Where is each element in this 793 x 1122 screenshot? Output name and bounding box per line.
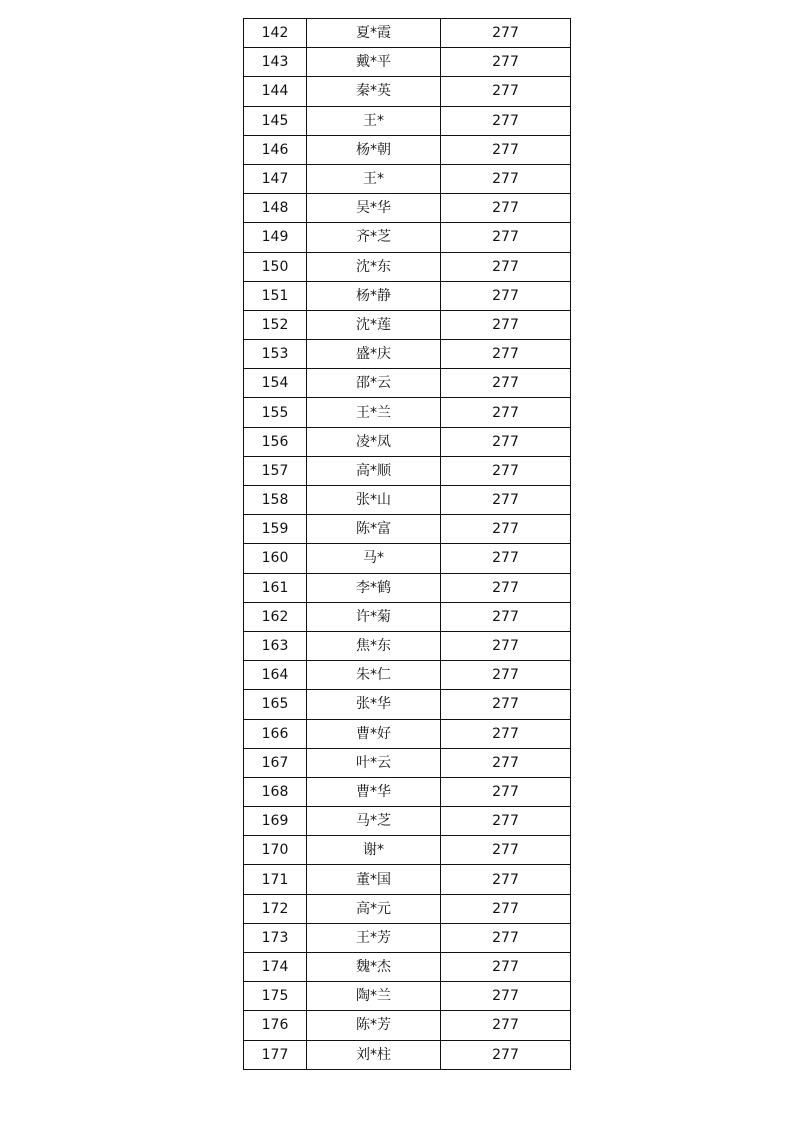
name-cell: 焦*东	[307, 631, 441, 660]
name-cell: 齐*芝	[307, 223, 441, 252]
row-number-cell: 151	[244, 281, 307, 310]
name-cell: 凌*凤	[307, 427, 441, 456]
value-cell: 277	[441, 748, 571, 777]
table-row	[244, 836, 571, 865]
value-cell: 277	[441, 894, 571, 923]
row-number-cell: 161	[244, 573, 307, 602]
table-row	[244, 223, 571, 252]
row-number-cell: 154	[244, 369, 307, 398]
value-cell: 277	[441, 48, 571, 77]
table-row	[244, 515, 571, 544]
row-number-cell: 176	[244, 1011, 307, 1040]
value-cell: 277	[441, 223, 571, 252]
value-cell: 277	[441, 340, 571, 369]
value-cell: 277	[441, 398, 571, 427]
value-cell: 277	[441, 252, 571, 281]
row-number-cell: 164	[244, 661, 307, 690]
row-number-cell: 173	[244, 923, 307, 952]
row-number-cell: 163	[244, 631, 307, 660]
table-row	[244, 573, 571, 602]
table-row	[244, 953, 571, 982]
row-number-cell: 162	[244, 602, 307, 631]
name-cell: 王*芳	[307, 923, 441, 952]
row-number-cell: 142	[244, 19, 307, 48]
row-number-cell: 174	[244, 953, 307, 982]
name-cell: 曹*好	[307, 719, 441, 748]
table-row	[244, 77, 571, 106]
table-row	[244, 602, 571, 631]
roster-table	[243, 18, 571, 1070]
row-number-cell: 171	[244, 865, 307, 894]
name-cell: 戴*平	[307, 48, 441, 77]
value-cell: 277	[441, 953, 571, 982]
table-row	[244, 48, 571, 77]
row-number-cell: 175	[244, 982, 307, 1011]
name-cell: 谢*	[307, 836, 441, 865]
name-cell: 董*国	[307, 865, 441, 894]
row-number-cell: 153	[244, 340, 307, 369]
value-cell: 277	[441, 486, 571, 515]
table-row	[244, 1040, 571, 1069]
table-row	[244, 1011, 571, 1040]
name-cell: 陶*兰	[307, 982, 441, 1011]
row-number-cell: 166	[244, 719, 307, 748]
value-cell: 277	[441, 719, 571, 748]
row-number-cell: 160	[244, 544, 307, 573]
name-cell: 邵*云	[307, 369, 441, 398]
table-row	[244, 194, 571, 223]
table-row	[244, 544, 571, 573]
name-cell: 秦*英	[307, 77, 441, 106]
table-row	[244, 923, 571, 952]
value-cell: 277	[441, 544, 571, 573]
value-cell: 277	[441, 310, 571, 339]
value-cell: 277	[441, 194, 571, 223]
table-row	[244, 252, 571, 281]
value-cell: 277	[441, 515, 571, 544]
name-cell: 魏*杰	[307, 953, 441, 982]
name-cell: 沈*莲	[307, 310, 441, 339]
name-cell: 吴*华	[307, 194, 441, 223]
table-row	[244, 690, 571, 719]
table-row	[244, 310, 571, 339]
row-number-cell: 150	[244, 252, 307, 281]
table-row	[244, 19, 571, 48]
value-cell: 277	[441, 427, 571, 456]
name-cell: 马*	[307, 544, 441, 573]
row-number-cell: 146	[244, 135, 307, 164]
table-row	[244, 340, 571, 369]
table-row	[244, 748, 571, 777]
name-cell: 高*元	[307, 894, 441, 923]
row-number-cell: 152	[244, 310, 307, 339]
name-cell: 张*华	[307, 690, 441, 719]
row-number-cell: 172	[244, 894, 307, 923]
table-row	[244, 865, 571, 894]
value-cell: 277	[441, 106, 571, 135]
name-cell: 朱*仁	[307, 661, 441, 690]
name-cell: 许*菊	[307, 602, 441, 631]
value-cell: 277	[441, 807, 571, 836]
row-number-cell: 170	[244, 836, 307, 865]
row-number-cell: 147	[244, 164, 307, 193]
table-row	[244, 369, 571, 398]
name-cell: 王*	[307, 164, 441, 193]
value-cell: 277	[441, 690, 571, 719]
name-cell: 李*鹤	[307, 573, 441, 602]
name-cell: 盛*庆	[307, 340, 441, 369]
value-cell: 277	[441, 602, 571, 631]
row-number-cell: 177	[244, 1040, 307, 1069]
row-number-cell: 169	[244, 807, 307, 836]
table-row	[244, 631, 571, 660]
name-cell: 陈*富	[307, 515, 441, 544]
table-row	[244, 398, 571, 427]
value-cell: 277	[441, 573, 571, 602]
row-number-cell: 144	[244, 77, 307, 106]
table-row	[244, 661, 571, 690]
row-number-cell: 165	[244, 690, 307, 719]
value-cell: 277	[441, 865, 571, 894]
row-number-cell: 168	[244, 777, 307, 806]
value-cell: 277	[441, 777, 571, 806]
table-row	[244, 982, 571, 1011]
value-cell: 277	[441, 923, 571, 952]
table-row	[244, 427, 571, 456]
row-number-cell: 167	[244, 748, 307, 777]
row-number-cell: 145	[244, 106, 307, 135]
row-number-cell: 158	[244, 486, 307, 515]
table-row	[244, 719, 571, 748]
table-row	[244, 777, 571, 806]
name-cell: 马*芝	[307, 807, 441, 836]
name-cell: 刘*柱	[307, 1040, 441, 1069]
row-number-cell: 155	[244, 398, 307, 427]
value-cell: 277	[441, 281, 571, 310]
table-row	[244, 135, 571, 164]
row-number-cell: 149	[244, 223, 307, 252]
table-row	[244, 164, 571, 193]
table-row	[244, 106, 571, 135]
row-number-cell: 156	[244, 427, 307, 456]
value-cell: 277	[441, 631, 571, 660]
row-number-cell: 143	[244, 48, 307, 77]
name-cell: 高*顺	[307, 456, 441, 485]
value-cell: 277	[441, 77, 571, 106]
table-row	[244, 894, 571, 923]
table-row	[244, 456, 571, 485]
name-cell: 陈*芳	[307, 1011, 441, 1040]
table-row	[244, 486, 571, 515]
value-cell: 277	[441, 982, 571, 1011]
table-row	[244, 281, 571, 310]
value-cell: 277	[441, 164, 571, 193]
value-cell: 277	[441, 1040, 571, 1069]
value-cell: 277	[441, 369, 571, 398]
name-cell: 杨*静	[307, 281, 441, 310]
name-cell: 王*	[307, 106, 441, 135]
row-number-cell: 157	[244, 456, 307, 485]
roster-table-body	[244, 19, 571, 1070]
row-number-cell: 159	[244, 515, 307, 544]
value-cell: 277	[441, 661, 571, 690]
name-cell: 叶*云	[307, 748, 441, 777]
value-cell: 277	[441, 19, 571, 48]
row-number-cell: 148	[244, 194, 307, 223]
value-cell: 277	[441, 135, 571, 164]
value-cell: 277	[441, 456, 571, 485]
table-row	[244, 807, 571, 836]
name-cell: 沈*东	[307, 252, 441, 281]
value-cell: 277	[441, 836, 571, 865]
name-cell: 曹*华	[307, 777, 441, 806]
name-cell: 夏*霞	[307, 19, 441, 48]
value-cell: 277	[441, 1011, 571, 1040]
name-cell: 张*山	[307, 486, 441, 515]
name-cell: 王*兰	[307, 398, 441, 427]
name-cell: 杨*朝	[307, 135, 441, 164]
